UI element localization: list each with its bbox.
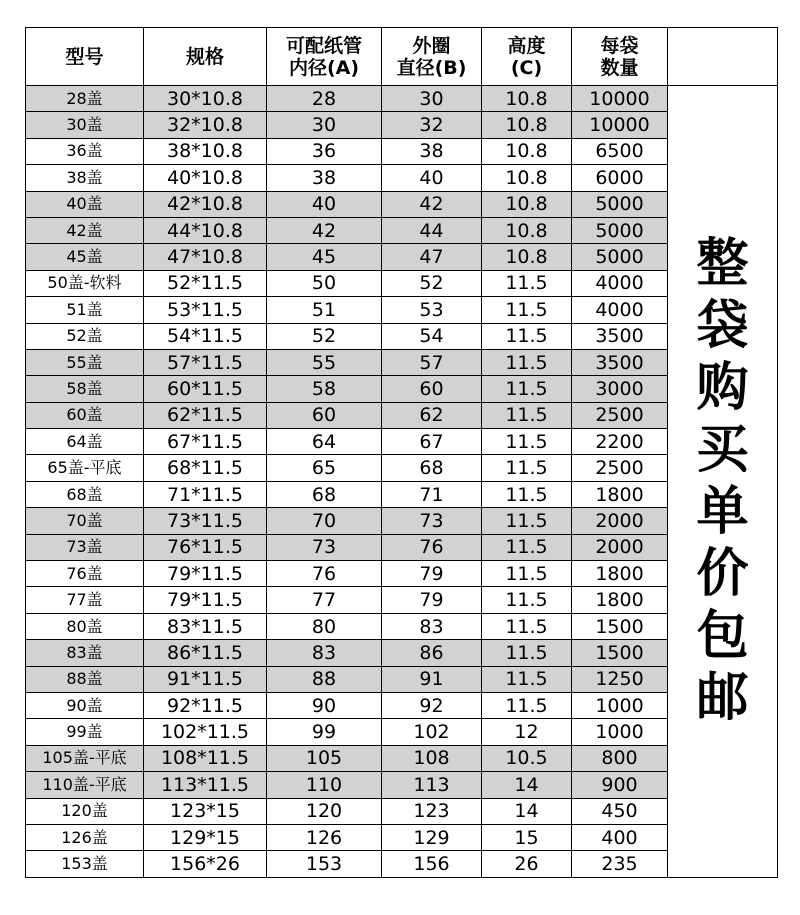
cell-outer: 68 [382,455,482,481]
cell-spec: 54*11.5 [144,323,267,349]
cell-outer: 57 [382,349,482,375]
cell-qty: 4000 [572,297,668,323]
table-row [26,561,778,587]
cell-qty: 5000 [572,191,668,217]
cell-spec: 73*11.5 [144,508,267,534]
promo-char: 袋 [696,296,749,357]
price-table-sheet [25,27,778,878]
cell-outer: 156 [382,851,482,877]
cell-qty: 5000 [572,217,668,243]
cell-model: 55盖 [26,349,144,375]
table-row [26,640,778,666]
table-row [26,349,778,375]
cell-model: 42盖 [26,217,144,243]
cell-spec: 57*11.5 [144,349,267,375]
table-row [26,112,778,138]
cell-spec: 53*11.5 [144,297,267,323]
cell-height: 10.8 [482,217,572,243]
cell-outer: 38 [382,138,482,164]
cell-model: 50盖-软料 [26,270,144,296]
cell-outer: 108 [382,745,482,771]
table-row [26,534,778,560]
cell-spec: 76*11.5 [144,534,267,560]
cell-outer: 73 [382,508,482,534]
cell-model: 99盖 [26,719,144,745]
header-height-line1: 高度 [507,34,546,57]
cell-height: 11.5 [482,508,572,534]
cell-outer: 79 [382,561,482,587]
cell-model: 70盖 [26,508,144,534]
cell-inner: 36 [267,138,382,164]
table-row [26,666,778,692]
cell-height: 10.8 [482,86,572,112]
cell-qty: 4000 [572,270,668,296]
cell-inner: 30 [267,112,382,138]
table-body [26,86,778,878]
cell-spec: 60*11.5 [144,376,267,402]
cell-outer: 129 [382,824,482,850]
table-row [26,138,778,164]
cell-model: 52盖 [26,323,144,349]
cell-height: 26 [482,851,572,877]
table-row [26,270,778,296]
cell-spec: 113*11.5 [144,772,267,798]
cell-spec: 52*11.5 [144,270,267,296]
cell-spec: 30*10.8 [144,86,267,112]
cell-spec: 92*11.5 [144,692,267,718]
header-quantity [572,28,668,86]
cell-inner: 38 [267,165,382,191]
table-row [26,323,778,349]
promo-char: 购 [696,358,749,419]
cell-spec: 68*11.5 [144,455,267,481]
promo-char: 邮 [696,668,749,729]
header-outer-diameter [382,28,482,86]
cell-height: 11.5 [482,481,572,507]
cell-qty: 1800 [572,561,668,587]
cell-outer: 32 [382,112,482,138]
table-row [26,455,778,481]
cell-model: 65盖-平底 [26,455,144,481]
cell-spec: 123*15 [144,798,267,824]
table-row [26,772,778,798]
cell-qty: 2000 [572,508,668,534]
cell-inner: 28 [267,86,382,112]
cell-height: 10.8 [482,165,572,191]
header-outer-line2: 直径(B) [396,56,467,79]
promo-char: 整 [696,234,749,295]
cell-spec: 129*15 [144,824,267,850]
cell-inner: 40 [267,191,382,217]
cell-inner: 126 [267,824,382,850]
cell-inner: 65 [267,455,382,481]
cell-height: 11.5 [482,270,572,296]
cell-model: 153盖 [26,851,144,877]
cell-outer: 30 [382,86,482,112]
cell-spec: 47*10.8 [144,244,267,270]
cell-inner: 90 [267,692,382,718]
header-blank [668,28,778,86]
cell-model: 77盖 [26,587,144,613]
cell-inner: 70 [267,508,382,534]
cell-spec: 79*11.5 [144,561,267,587]
cell-inner: 99 [267,719,382,745]
cell-qty: 6500 [572,138,668,164]
cell-height: 10.8 [482,191,572,217]
cell-height: 10.8 [482,112,572,138]
table-row [26,798,778,824]
promo-char: 单 [696,482,749,543]
cell-model: 36盖 [26,138,144,164]
cell-outer: 123 [382,798,482,824]
cell-spec: 91*11.5 [144,666,267,692]
cell-qty: 10000 [572,86,668,112]
cell-model: 76盖 [26,561,144,587]
cell-model: 51盖 [26,297,144,323]
cell-outer: 54 [382,323,482,349]
cell-height: 11.5 [482,349,572,375]
cell-height: 11.5 [482,429,572,455]
cell-height: 11.5 [482,692,572,718]
cell-qty: 1500 [572,613,668,639]
cell-height: 15 [482,824,572,850]
cell-qty: 6000 [572,165,668,191]
table-row [26,297,778,323]
cell-outer: 60 [382,376,482,402]
table-row [26,692,778,718]
cell-outer: 47 [382,244,482,270]
cell-height: 11.5 [482,402,572,428]
cell-height: 12 [482,719,572,745]
cell-height: 11.5 [482,666,572,692]
cell-height: 11.5 [482,455,572,481]
table-row [26,429,778,455]
cell-height: 11.5 [482,640,572,666]
cell-height: 11.5 [482,323,572,349]
cell-outer: 40 [382,165,482,191]
table-row [26,191,778,217]
cell-model: 58盖 [26,376,144,402]
cell-outer: 67 [382,429,482,455]
cell-model: 80盖 [26,613,144,639]
cell-qty: 5000 [572,244,668,270]
cell-height: 10.8 [482,244,572,270]
cell-model: 68盖 [26,481,144,507]
cell-inner: 58 [267,376,382,402]
cell-spec: 38*10.8 [144,138,267,164]
header-row [26,28,778,86]
cell-inner: 51 [267,297,382,323]
cell-outer: 53 [382,297,482,323]
table-row [26,86,778,112]
cell-model: 105盖-平底 [26,745,144,771]
table-row [26,745,778,771]
cell-inner: 80 [267,613,382,639]
cell-spec: 67*11.5 [144,429,267,455]
table-row [26,587,778,613]
cell-model: 64盖 [26,429,144,455]
cell-inner: 42 [267,217,382,243]
cell-model: 30盖 [26,112,144,138]
cell-model: 83盖 [26,640,144,666]
cell-inner: 77 [267,587,382,613]
cell-height: 11.5 [482,587,572,613]
cell-spec: 71*11.5 [144,481,267,507]
cell-qty: 3500 [572,323,668,349]
cell-inner: 110 [267,772,382,798]
header-qty-line1: 每袋 [600,34,639,57]
cell-spec: 32*10.8 [144,112,267,138]
cell-height: 14 [482,798,572,824]
cell-spec: 44*10.8 [144,217,267,243]
cell-inner: 50 [267,270,382,296]
cell-inner: 153 [267,851,382,877]
promo-char: 价 [696,544,749,605]
cell-model: 126盖 [26,824,144,850]
cell-inner: 68 [267,481,382,507]
cell-spec: 42*10.8 [144,191,267,217]
cell-model: 45盖 [26,244,144,270]
cell-qty: 1250 [572,666,668,692]
cell-model: 40盖 [26,191,144,217]
cell-model: 120盖 [26,798,144,824]
table-row [26,481,778,507]
cell-inner: 105 [267,745,382,771]
cell-qty: 400 [572,824,668,850]
table-row [26,824,778,850]
table-row [26,851,778,877]
table-row [26,613,778,639]
cell-model: 90盖 [26,692,144,718]
header-outer-line1: 外圈 [412,34,451,57]
cell-height: 11.5 [482,534,572,560]
cell-spec: 83*11.5 [144,613,267,639]
cell-outer: 91 [382,666,482,692]
cell-inner: 60 [267,402,382,428]
cell-outer: 76 [382,534,482,560]
table-row [26,244,778,270]
cell-height: 11.5 [482,613,572,639]
table-row [26,719,778,745]
cell-inner: 45 [267,244,382,270]
cell-height: 14 [482,772,572,798]
spec-table [25,27,778,878]
cell-height: 11.5 [482,297,572,323]
cell-inner: 83 [267,640,382,666]
cell-qty: 10000 [572,112,668,138]
table-row [26,402,778,428]
header-inner-line2: 内径(A) [288,56,360,79]
cell-model: 60盖 [26,402,144,428]
cell-qty: 1000 [572,692,668,718]
cell-inner: 73 [267,534,382,560]
cell-qty: 2200 [572,429,668,455]
cell-outer: 92 [382,692,482,718]
cell-height: 11.5 [482,376,572,402]
cell-qty: 800 [572,745,668,771]
cell-model: 73盖 [26,534,144,560]
cell-spec: 156*26 [144,851,267,877]
header-spec: 规格 [144,28,267,86]
cell-inner: 120 [267,798,382,824]
cell-qty: 900 [572,772,668,798]
promo-char: 买 [696,420,749,481]
cell-outer: 79 [382,587,482,613]
cell-height: 11.5 [482,561,572,587]
cell-spec: 62*11.5 [144,402,267,428]
cell-outer: 71 [382,481,482,507]
cell-outer: 52 [382,270,482,296]
promo-char: 包 [696,606,749,667]
cell-spec: 102*11.5 [144,719,267,745]
table-row [26,165,778,191]
cell-outer: 83 [382,613,482,639]
cell-qty: 1800 [572,481,668,507]
cell-inner: 76 [267,561,382,587]
header-height [482,28,572,86]
cell-spec: 40*10.8 [144,165,267,191]
cell-qty: 1800 [572,587,668,613]
cell-model: 28盖 [26,86,144,112]
cell-qty: 235 [572,851,668,877]
cell-outer: 113 [382,772,482,798]
cell-spec: 108*11.5 [144,745,267,771]
header-height-line2: (C) [510,56,543,79]
header-model: 型号 [26,28,144,86]
cell-qty: 3500 [572,349,668,375]
cell-qty: 1000 [572,719,668,745]
cell-outer: 44 [382,217,482,243]
cell-outer: 62 [382,402,482,428]
table-row [26,508,778,534]
cell-model: 38盖 [26,165,144,191]
header-inner-line1: 可配纸管 [285,34,362,57]
header-qty-line2: 数量 [600,56,639,79]
cell-spec: 86*11.5 [144,640,267,666]
cell-inner: 55 [267,349,382,375]
cell-qty: 2500 [572,455,668,481]
cell-qty: 2500 [572,402,668,428]
cell-qty: 450 [572,798,668,824]
cell-spec: 79*11.5 [144,587,267,613]
cell-qty: 1500 [572,640,668,666]
cell-qty: 2000 [572,534,668,560]
cell-outer: 102 [382,719,482,745]
cell-model: 88盖 [26,666,144,692]
cell-inner: 64 [267,429,382,455]
table-row [26,217,778,243]
cell-height: 10.5 [482,745,572,771]
cell-outer: 42 [382,191,482,217]
promo-side-text [668,86,778,878]
cell-model: 110盖-平底 [26,772,144,798]
table-row [26,376,778,402]
header-inner-diameter [267,28,382,86]
cell-qty: 3000 [572,376,668,402]
cell-inner: 88 [267,666,382,692]
cell-inner: 52 [267,323,382,349]
cell-height: 10.8 [482,138,572,164]
cell-outer: 86 [382,640,482,666]
